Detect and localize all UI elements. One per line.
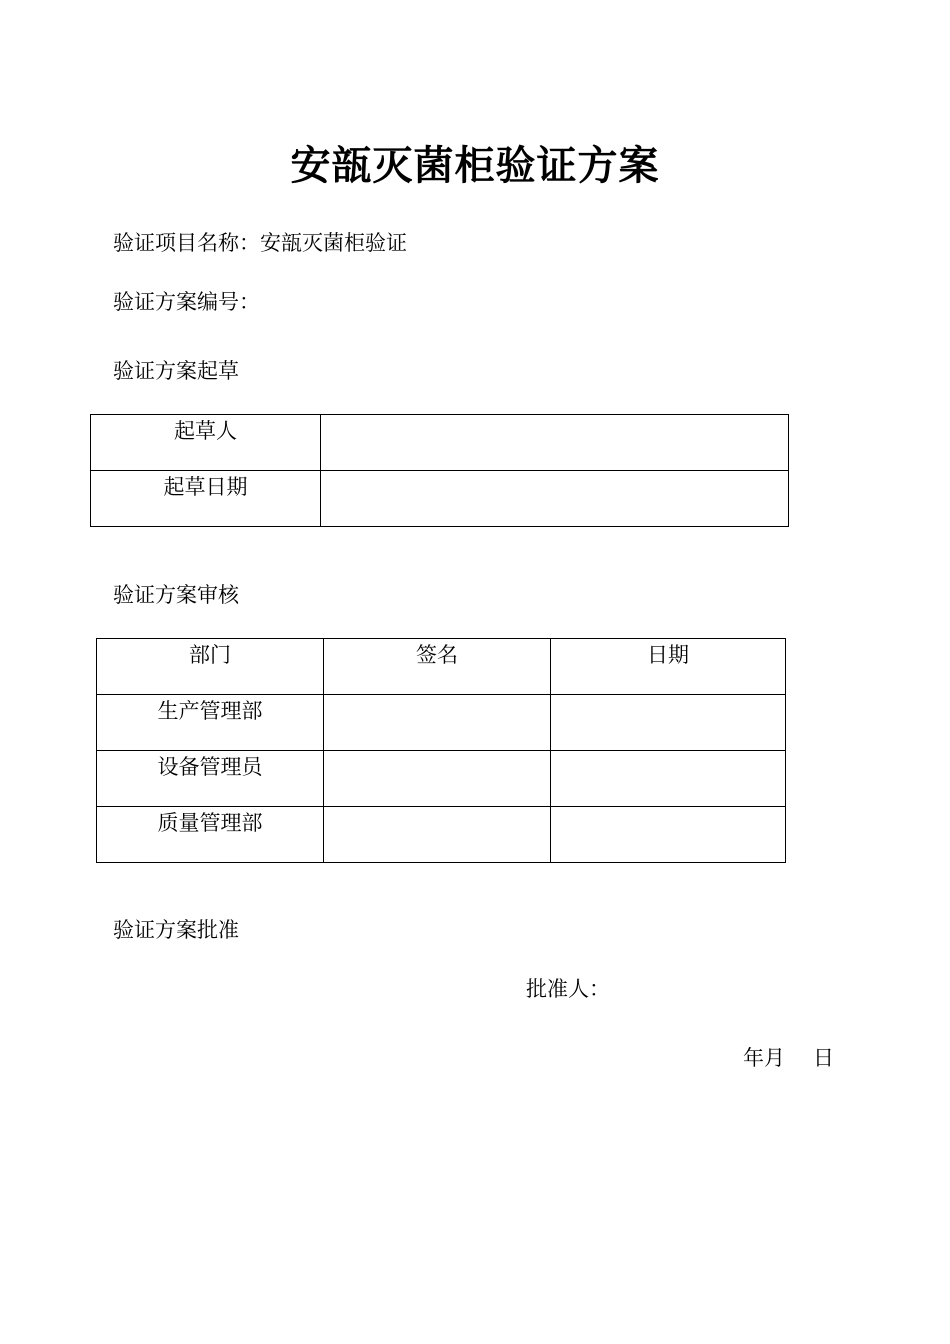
date-cell[interactable] [551,695,786,751]
table-row [97,751,786,807]
signature-cell[interactable] [324,695,551,751]
table-row [91,471,789,527]
protocol-number-label: 验证方案编号： [113,290,260,314]
project-name-line [113,229,407,257]
column-header-date: 日期 [551,639,786,695]
date-cell[interactable] [551,807,786,863]
project-name-label: 验证项目名称： [113,231,260,255]
draft-date-value-cell[interactable] [321,471,789,527]
table-row [97,695,786,751]
column-header-signature: 签名 [324,639,551,695]
table-cell-label [91,471,321,527]
draft-table [90,414,789,527]
signature-cell[interactable] [324,751,551,807]
project-name-value: 安瓿灭菌柜验证 [260,231,407,255]
table-cell-label [91,415,321,471]
date-day: 日 [813,1046,834,1070]
column-header-department: 部门 [97,639,324,695]
document-title: 安瓿灭菌柜验证方案 [290,143,660,189]
table-row [97,807,786,863]
department-cell: 设备管理员 [97,751,324,807]
approval-date-line [743,1044,834,1072]
signature-cell[interactable] [324,807,551,863]
date-year-month: 年月 [743,1046,785,1070]
table-header-row [97,639,786,695]
review-section-heading: 验证方案审核 [113,583,239,607]
table-row [91,415,789,471]
date-cell[interactable] [551,751,786,807]
approver-label: 批准人： [526,977,610,1001]
drafter-label: 起草人 [174,419,237,443]
drafter-value-cell[interactable] [321,415,789,471]
department-cell: 生产管理部 [97,695,324,751]
department-cell: 质量管理部 [97,807,324,863]
approval-section-heading: 验证方案批准 [113,918,239,942]
draft-date-label: 起草日期 [163,475,248,499]
draft-section-heading: 验证方案起草 [113,359,239,383]
review-table [96,638,786,863]
